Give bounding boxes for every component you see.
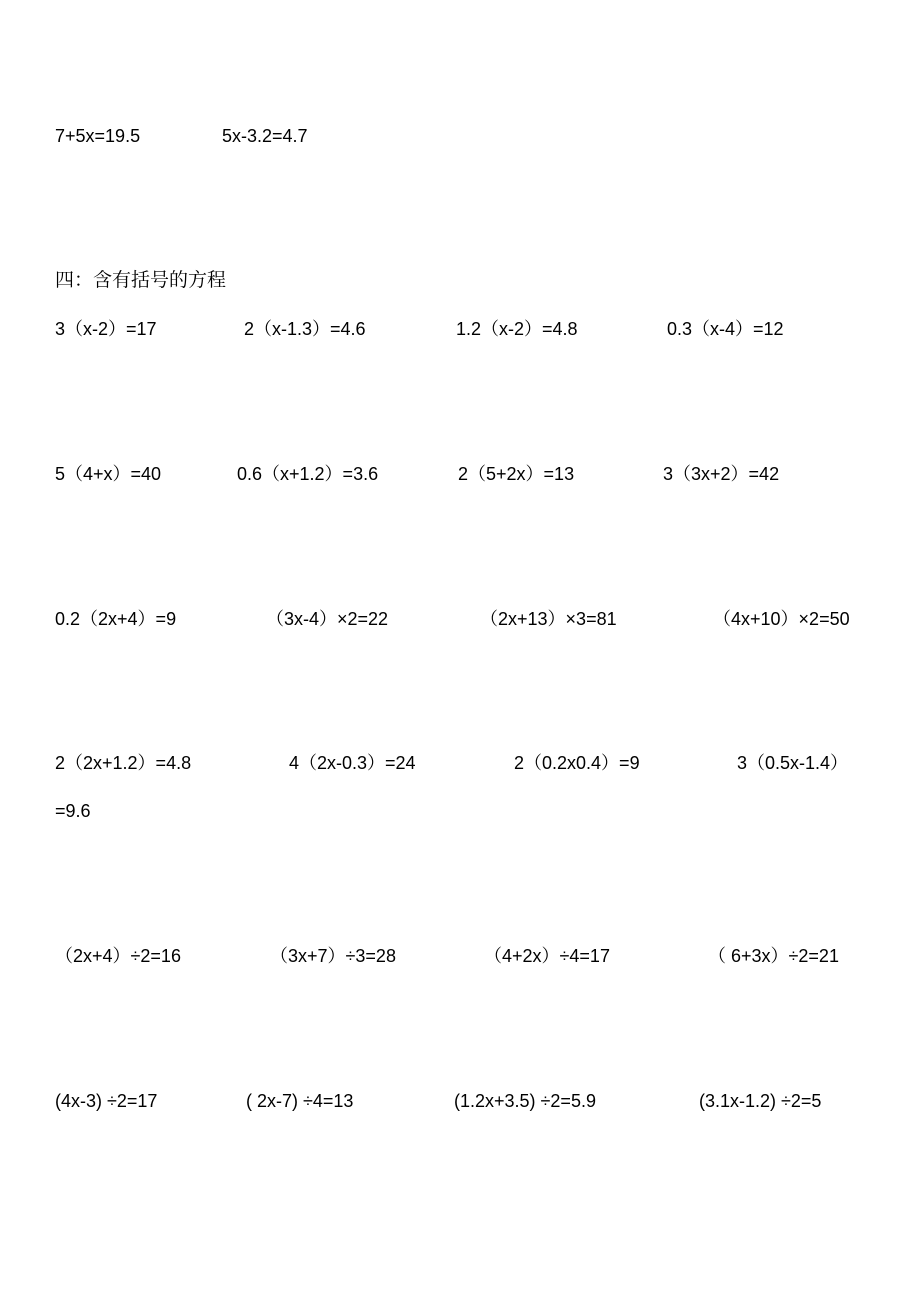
equation: （2x+4）÷2=16 xyxy=(55,946,181,966)
equation: 0.3（x-4）=12 xyxy=(667,319,784,339)
section-heading: 四：含有括号的方程 xyxy=(55,269,227,291)
equation: (1.2x+3.5) ÷2=5.9 xyxy=(454,1091,596,1111)
equation: 0.2（2x+4）=9 xyxy=(55,609,177,629)
equation: ( 2x-7) ÷4=13 xyxy=(246,1091,354,1111)
equation: 5（4+x）=40 xyxy=(55,464,162,484)
equation: （2x+13）×3=81 xyxy=(480,609,617,629)
equation: 2（5+2x）=13 xyxy=(458,464,575,484)
equation: 3（0.5x-1.4） xyxy=(737,753,849,773)
equation: （3x+7）÷3=28 xyxy=(270,946,396,966)
equation: 2（0.2x0.4）=9 xyxy=(514,753,640,773)
equation: 1.2（x-2）=4.8 xyxy=(456,319,578,339)
equation: 3（x-2）=17 xyxy=(55,319,157,339)
equation: （3x-4）×2=22 xyxy=(266,609,389,629)
equation: 5x-3.2=4.7 xyxy=(222,126,308,146)
equation: （ 6+3x）÷2=21 xyxy=(708,946,839,966)
equation: 7+5x=19.5 xyxy=(55,126,141,146)
equation: 4（2x-0.3）=24 xyxy=(289,753,416,773)
equation: 3（3x+2）=42 xyxy=(663,464,780,484)
equation: 2（x-1.3）=4.6 xyxy=(244,319,366,339)
equation: 2（2x+1.2）=4.8 xyxy=(55,753,192,773)
equation: （4x+10）×2=50 xyxy=(713,609,850,629)
equation: 0.6（x+1.2）=3.6 xyxy=(237,464,379,484)
equation: (3.1x-1.2) ÷2=5 xyxy=(699,1091,822,1111)
equation-continuation: =9.6 xyxy=(55,801,91,821)
equation: （4+2x）÷4=17 xyxy=(484,946,610,966)
equation: (4x-3) ÷2=17 xyxy=(55,1091,158,1111)
